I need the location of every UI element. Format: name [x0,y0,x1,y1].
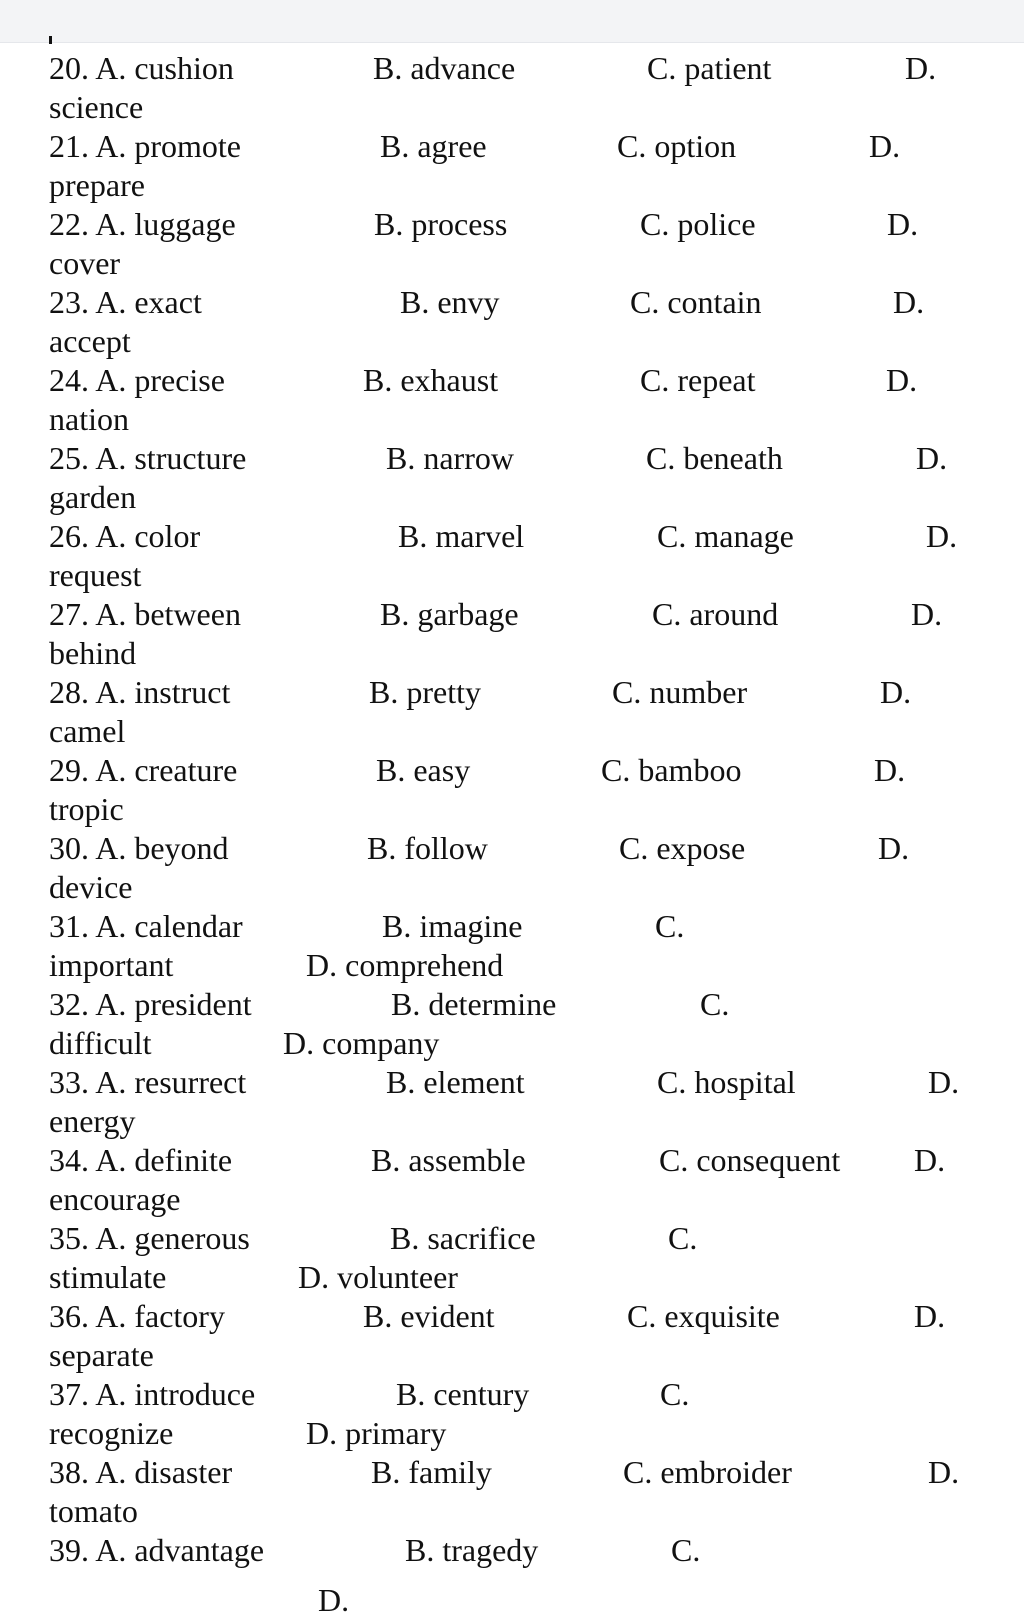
question-line [0,516,1024,556]
option-a: 30. A. beyond [49,830,229,866]
question-line [0,204,1024,244]
wrap-line [0,1491,1024,1531]
option-b: B. imagine [382,908,523,944]
option-b: B. narrow [386,440,514,476]
wrap-line [0,87,1024,127]
option-a: 26. A. color [49,518,201,554]
option-a: 37. A. introduce [49,1376,256,1412]
option-a: 29. A. creature [49,752,238,788]
wrap-line [0,165,1024,205]
wrap-line [0,1257,1024,1297]
option-a: 33. A. resurrect [49,1064,247,1100]
question-line [0,984,1024,1024]
option-a: 36. A. factory [49,1298,225,1334]
wrap-line [0,399,1024,439]
option-b: B. agree [380,128,487,164]
option-d-word: device [49,869,133,905]
option-b: B. process [374,206,508,242]
question-line [0,750,1024,790]
option-d-word: prepare [49,167,145,203]
option-d: D. volunteer [298,1259,458,1295]
option-d-word: request [49,557,142,593]
question-line [0,126,1024,166]
option-d-word: behind [49,635,137,671]
option-a: 21. A. promote [49,128,241,164]
option-b: B. family [371,1454,492,1490]
option-c: C. [660,1376,690,1412]
option-b: B. century [396,1376,530,1412]
option-d-word: separate [49,1337,154,1373]
option-d: D. company [283,1025,440,1061]
option-c: C. number [612,674,748,710]
wrap-line [0,1335,1024,1375]
cutoff-text-fragment [49,36,52,44]
option-b: B. follow [367,830,488,866]
wrap-line [0,321,1024,361]
wrap-line [0,1179,1024,1219]
option-a: 38. A. disaster [49,1454,233,1490]
wrap-line [0,711,1024,751]
option-c: C. contain [630,284,762,320]
option-b: B. advance [373,50,516,86]
option-d: D. [916,440,948,476]
wrap-line [0,243,1024,283]
question-line [0,1530,1024,1570]
option-a: 27. A. between [49,596,241,632]
cutoff-bottom-text: D. [318,1582,350,1618]
option-b: B. evident [363,1298,495,1334]
option-d: D. [926,518,958,554]
option-b: B. envy [400,284,500,320]
question-line [0,672,1024,712]
option-a: 25. A. structure [49,440,247,476]
option-d: D. [880,674,912,710]
option-b: B. garbage [380,596,519,632]
option-b: B. determine [391,986,557,1022]
question-line [0,1140,1024,1180]
option-d: D. [869,128,901,164]
wrap-line [0,945,1024,985]
option-a: 23. A. exact [49,284,202,320]
option-c: C. bamboo [601,752,742,788]
option-d-word: cover [49,245,121,281]
option-a: 22. A. luggage [49,206,236,242]
question-line [0,1374,1024,1414]
option-a: 20. A. cushion [49,50,234,86]
option-c: C. manage [657,518,794,554]
wrap-line [0,555,1024,595]
option-c: C. embroider [623,1454,792,1490]
option-a: 28. A. instruct [49,674,231,710]
question-line [0,1296,1024,1336]
option-b: B. pretty [369,674,481,710]
option-d: D. primary [306,1415,447,1451]
option-d: D. [914,1298,946,1334]
option-b: B. exhaust [363,362,499,398]
question-line [0,1062,1024,1102]
option-b: B. easy [376,752,471,788]
option-c: C. expose [619,830,746,866]
option-d-word: garden [49,479,137,515]
option-d: D. [887,206,919,242]
option-d: D. [893,284,925,320]
option-c: C. [668,1220,698,1256]
option-c: C. [655,908,685,944]
question-line [0,1452,1024,1492]
option-d: D. [928,1064,960,1100]
wrap-line [0,477,1024,517]
question-line [0,360,1024,400]
wrap-line [0,1023,1024,1063]
option-d: D. [905,50,937,86]
option-d: D. [914,1142,946,1178]
option-c: C. around [652,596,779,632]
wrap-line [0,867,1024,907]
option-c: C. consequent [659,1142,841,1178]
option-c: C. [700,986,730,1022]
option-d-word: tropic [49,791,124,827]
option-a: 39. A. advantage [49,1532,265,1568]
question-line [0,828,1024,868]
option-a: 34. A. definite [49,1142,233,1178]
question-line [0,282,1024,322]
option-d-word: tomato [49,1493,138,1529]
option-c-word: important [49,947,174,983]
option-d-word: nation [49,401,129,437]
option-b: B. tragedy [405,1532,539,1568]
option-c: C. patient [647,50,772,86]
question-line [0,1218,1024,1258]
option-d: D. [928,1454,960,1490]
option-a: 31. A. calendar [49,908,243,944]
wrap-line [0,633,1024,673]
option-c: C. exquisite [627,1298,780,1334]
option-a: 32. A. president [49,986,252,1022]
question-line [0,438,1024,478]
option-a: 35. A. generous [49,1220,250,1256]
option-c: C. repeat [640,362,756,398]
option-c: C. police [640,206,756,242]
option-c: C. [671,1532,701,1568]
option-b: B. sacrifice [390,1220,536,1256]
question-line [0,594,1024,634]
question-line [0,906,1024,946]
option-d-word: science [49,89,144,125]
option-c-word: stimulate [49,1259,167,1295]
wrap-line [0,789,1024,829]
option-b: B. assemble [371,1142,526,1178]
option-c: C. hospital [657,1064,796,1100]
option-d-word: energy [49,1103,136,1139]
option-b: B. marvel [398,518,525,554]
option-d-word: encourage [49,1181,181,1217]
question-line [0,48,1024,88]
option-c: C. option [617,128,737,164]
wrap-line [0,1413,1024,1453]
option-d: D. [874,752,906,788]
option-d: D. [878,830,910,866]
option-c: C. beneath [646,440,783,476]
option-b: B. element [386,1064,525,1100]
option-d: D. [911,596,943,632]
option-c-word: difficult [49,1025,152,1061]
option-d-word: camel [49,713,126,749]
option-c-word: recognize [49,1415,174,1451]
option-a: 24. A. precise [49,362,225,398]
option-d: D. [886,362,918,398]
option-d-word: accept [49,323,131,359]
option-d: D. comprehend [306,947,504,983]
wrap-line [0,1101,1024,1141]
